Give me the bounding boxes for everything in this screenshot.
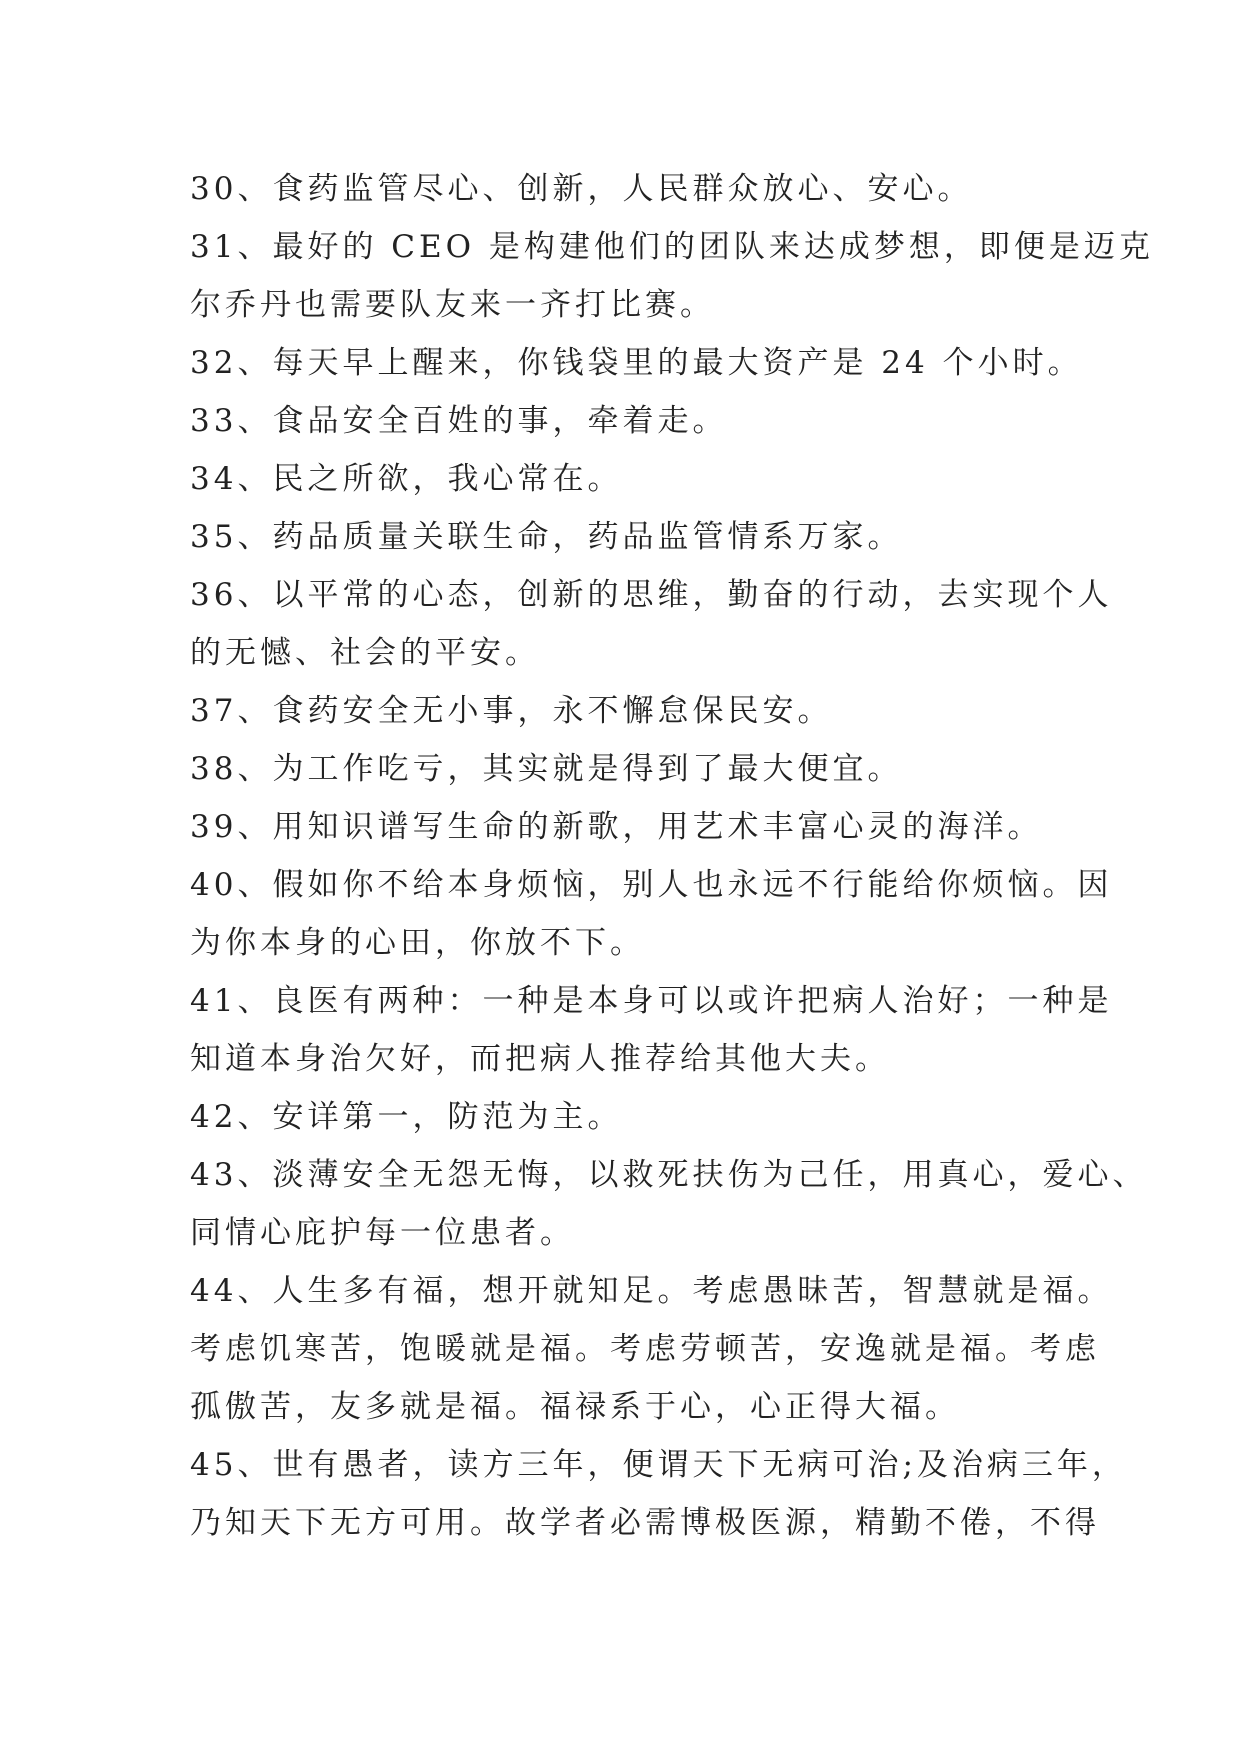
paragraph-line: 41、良医有两种：一种是本身可以或许把病人治好；一种是: [190, 983, 1113, 1019]
paragraph-line: 32、每天早上醒来，你钱袋里的最大资产是 24 个小时。: [190, 345, 1083, 381]
paragraph-line: 知道本身治欠好，而把病人推荐给其他大夫。: [190, 1041, 890, 1077]
paragraph-line: 34、民之所欲，我心常在。: [190, 461, 623, 497]
paragraph-line: 44、人生多有福，想开就知足。考虑愚昧苦，智慧就是福。: [190, 1273, 1113, 1309]
paragraph-line: 考虑饥寒苦，饱暖就是福。考虑劳顿苦，安逸就是福。考虑: [190, 1331, 1100, 1367]
paragraph-33: [190, 392, 1090, 450]
paragraph-36: [190, 566, 1113, 682]
paragraph-line: 42、安详第一，防范为主。: [190, 1099, 623, 1135]
paragraph-44: [190, 1262, 1113, 1436]
paragraph-line: 尔乔丹也需要队友来一齐打比赛。: [190, 287, 715, 323]
paragraph-line: 38、为工作吃亏，其实就是得到了最大便宜。: [190, 751, 903, 787]
paragraph-38: [190, 740, 1090, 798]
paragraph-32: [190, 334, 1090, 392]
paragraph-line: 39、用知识谱写生命的新歌，用艺术丰富心灵的海洋。: [190, 809, 1043, 845]
paragraph-39: [190, 798, 1090, 856]
paragraph-35: [190, 508, 1090, 566]
paragraph-43: [190, 1146, 1148, 1262]
paragraph-line: 33、食品安全百姓的事，牵着走。: [190, 403, 728, 439]
paragraph-line: 37、食药安全无小事，永不懈怠保民安。: [190, 693, 833, 729]
paragraph-41: [190, 972, 1113, 1088]
paragraph-line: 30、食药监管尽心、创新，人民群众放心、安心。: [190, 171, 973, 207]
document-body: [190, 160, 1154, 1552]
paragraph-line: 43、淡薄安全无怨无悔，以救死扶伤为己任，用真心，爱心、: [190, 1157, 1148, 1193]
paragraph-37: [190, 682, 1090, 740]
paragraph-line: 31、最好的 CEO 是构建他们的团队来达成梦想，即便是迈克: [190, 229, 1154, 265]
paragraph-line: 40、假如你不给本身烦恼，别人也永远不行能给你烦恼。因: [190, 867, 1113, 903]
paragraph-line: 的无憾、社会的平安。: [190, 635, 540, 671]
paragraph-30: [190, 160, 1090, 218]
paragraph-45: [190, 1436, 1127, 1552]
paragraph-line: 45、世有愚者，读方三年，便谓天下无病可治;及治病三年，: [190, 1447, 1127, 1483]
paragraph-line: 35、药品质量关联生命，药品监管情系万家。: [190, 519, 903, 555]
paragraph-31: [190, 218, 1154, 334]
paragraph-34: [190, 450, 1090, 508]
paragraph-line: 同情心庇护每一位患者。: [190, 1215, 575, 1251]
paragraph-42: [190, 1088, 1090, 1146]
paragraph-line: 为你本身的心田，你放不下。: [190, 925, 645, 961]
paragraph-40: [190, 856, 1113, 972]
paragraph-line: 36、以平常的心态，创新的思维，勤奋的行动，去实现个人: [190, 577, 1113, 613]
paragraph-line: 孤傲苦，友多就是福。福禄系于心，心正得大福。: [190, 1389, 960, 1425]
paragraph-line: 乃知天下无方可用。故学者必需博极医源，精勤不倦，不得: [190, 1505, 1100, 1541]
